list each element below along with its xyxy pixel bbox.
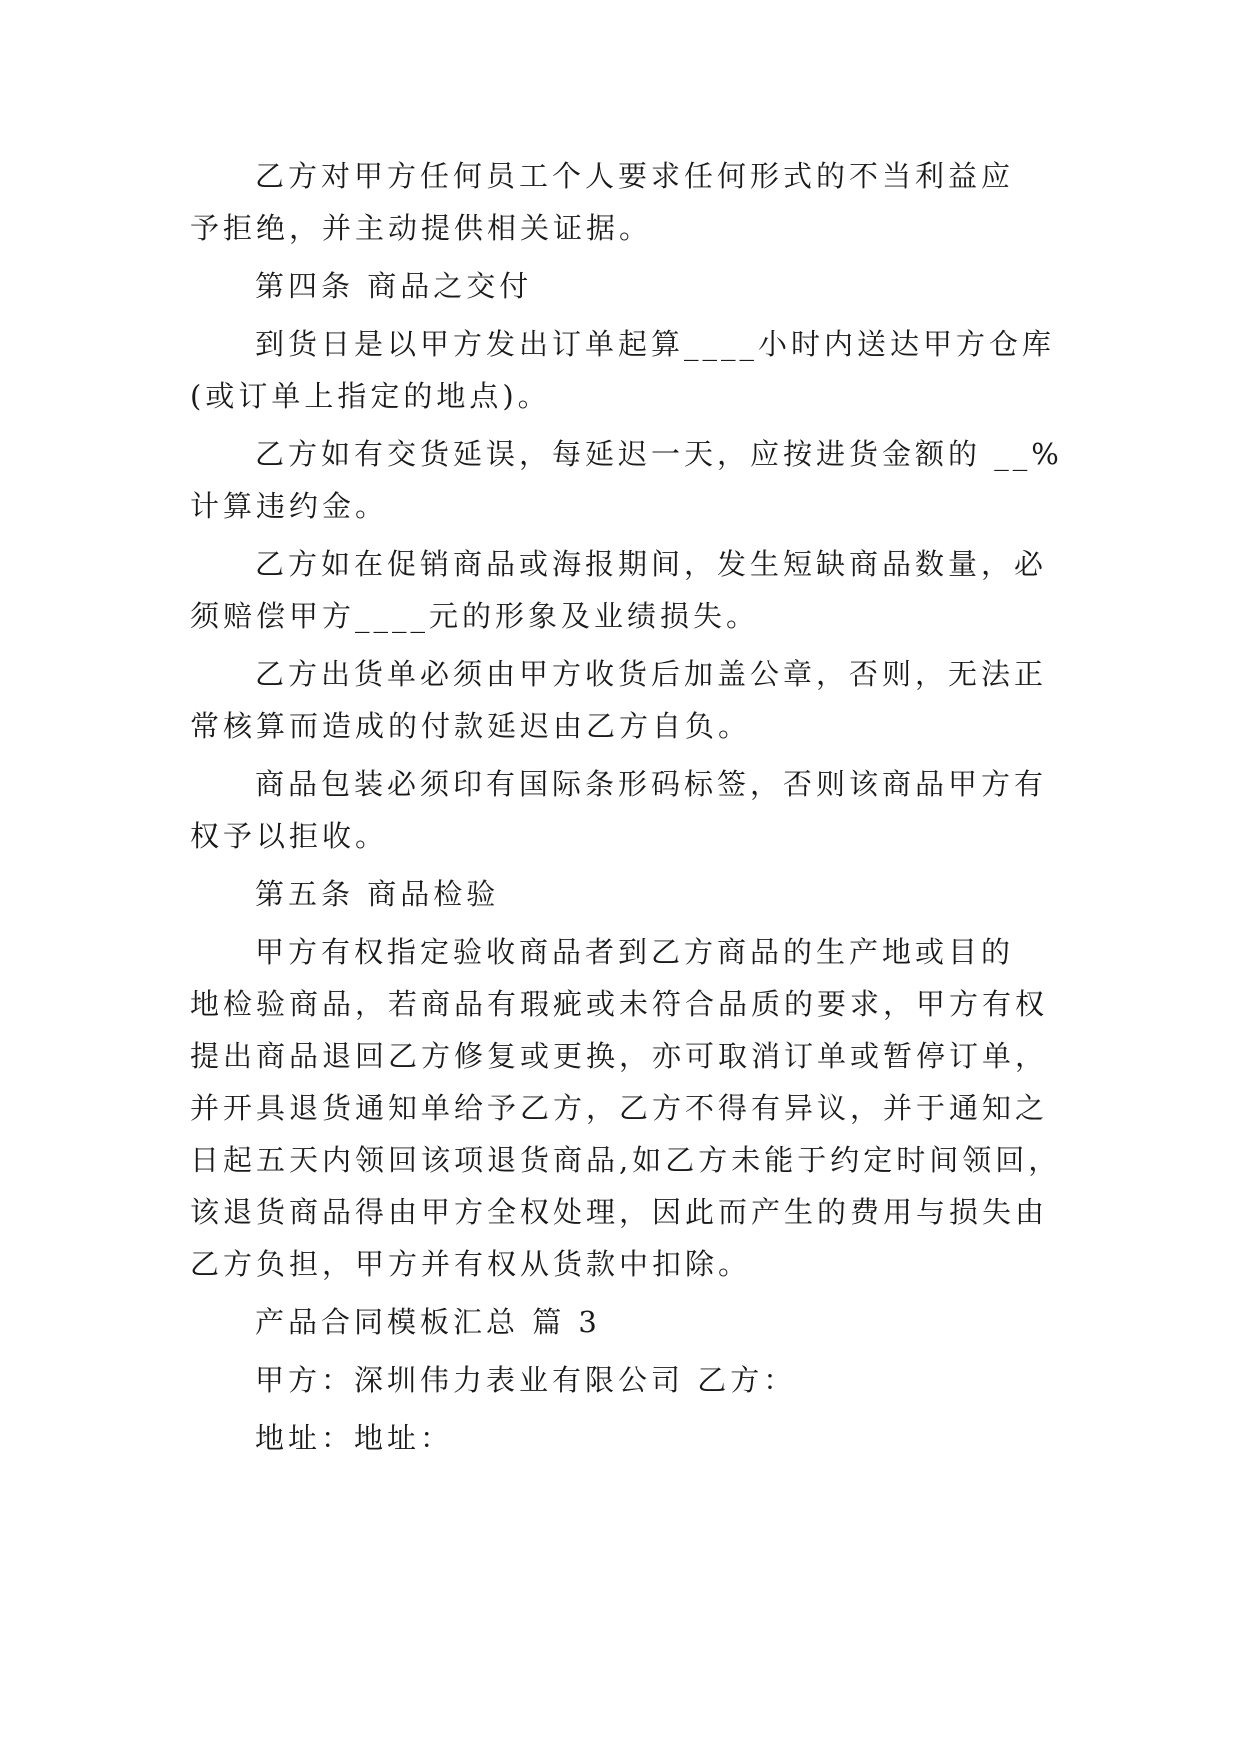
text-line: 第四条 商品之交付 (255, 269, 533, 303)
text-line: 产品合同模板汇总 篇 3 (255, 1305, 601, 1339)
text-line: 须赔偿甲方____元的形象及业绩损失。 (190, 599, 760, 633)
text-line: 计算违约金。 (190, 489, 389, 523)
text-line: 乙方如有交货延误，每延迟一天，应按进货金额的 __% (255, 437, 1063, 471)
text-line: 权予以拒收。 (190, 819, 389, 853)
text-line: 提出商品退回乙方修复或更换，亦可取消订单或暂停订单， (190, 1039, 1049, 1073)
text-line: 地检验商品，若商品有瑕疵或未符合品质的要求，甲方有权 (190, 987, 1049, 1021)
text-line: 予拒绝，并主动提供相关证据。 (190, 211, 653, 245)
text-line: (或订单上指定的地点)。 (190, 379, 551, 413)
text-line: 乙方负担，甲方并有权从货款中扣除。 (190, 1247, 752, 1281)
text-line: 乙方出货单必须由甲方收货后加盖公章，否则，无法正 (255, 657, 1048, 691)
text-line: 甲方：深圳伟力表业有限公司 乙方： (255, 1363, 797, 1397)
text-line: 乙方对甲方任何员工个人要求任何形式的不当利益应 (255, 159, 1015, 193)
text-line: 商品包装必须印有国际条形码标签，否则该商品甲方有 (255, 767, 1048, 801)
text-line: 日起五天内领回该项退货商品,如乙方未能于约定时间领回， (190, 1143, 1062, 1177)
text-line: 甲方有权指定验收商品者到乙方商品的生产地或目的 (255, 935, 1015, 969)
text-line: 乙方如在促销商品或海报期间，发生短缺商品数量，必 (255, 547, 1048, 581)
text-line: 并开具退货通知单给予乙方，乙方不得有异议，并于通知之 (190, 1091, 1049, 1125)
text-line: 到货日是以甲方发出订单起算____小时内送达甲方仓库 (255, 327, 1056, 361)
text-line: 第五条 商品检验 (255, 877, 500, 911)
text-line: 常核算而造成的付款延迟由乙方自负。 (190, 709, 752, 743)
text-line: 地址：地址： (255, 1421, 454, 1455)
text-line: 该退货商品得由甲方全权处理，因此而产生的费用与损失由 (190, 1195, 1049, 1229)
